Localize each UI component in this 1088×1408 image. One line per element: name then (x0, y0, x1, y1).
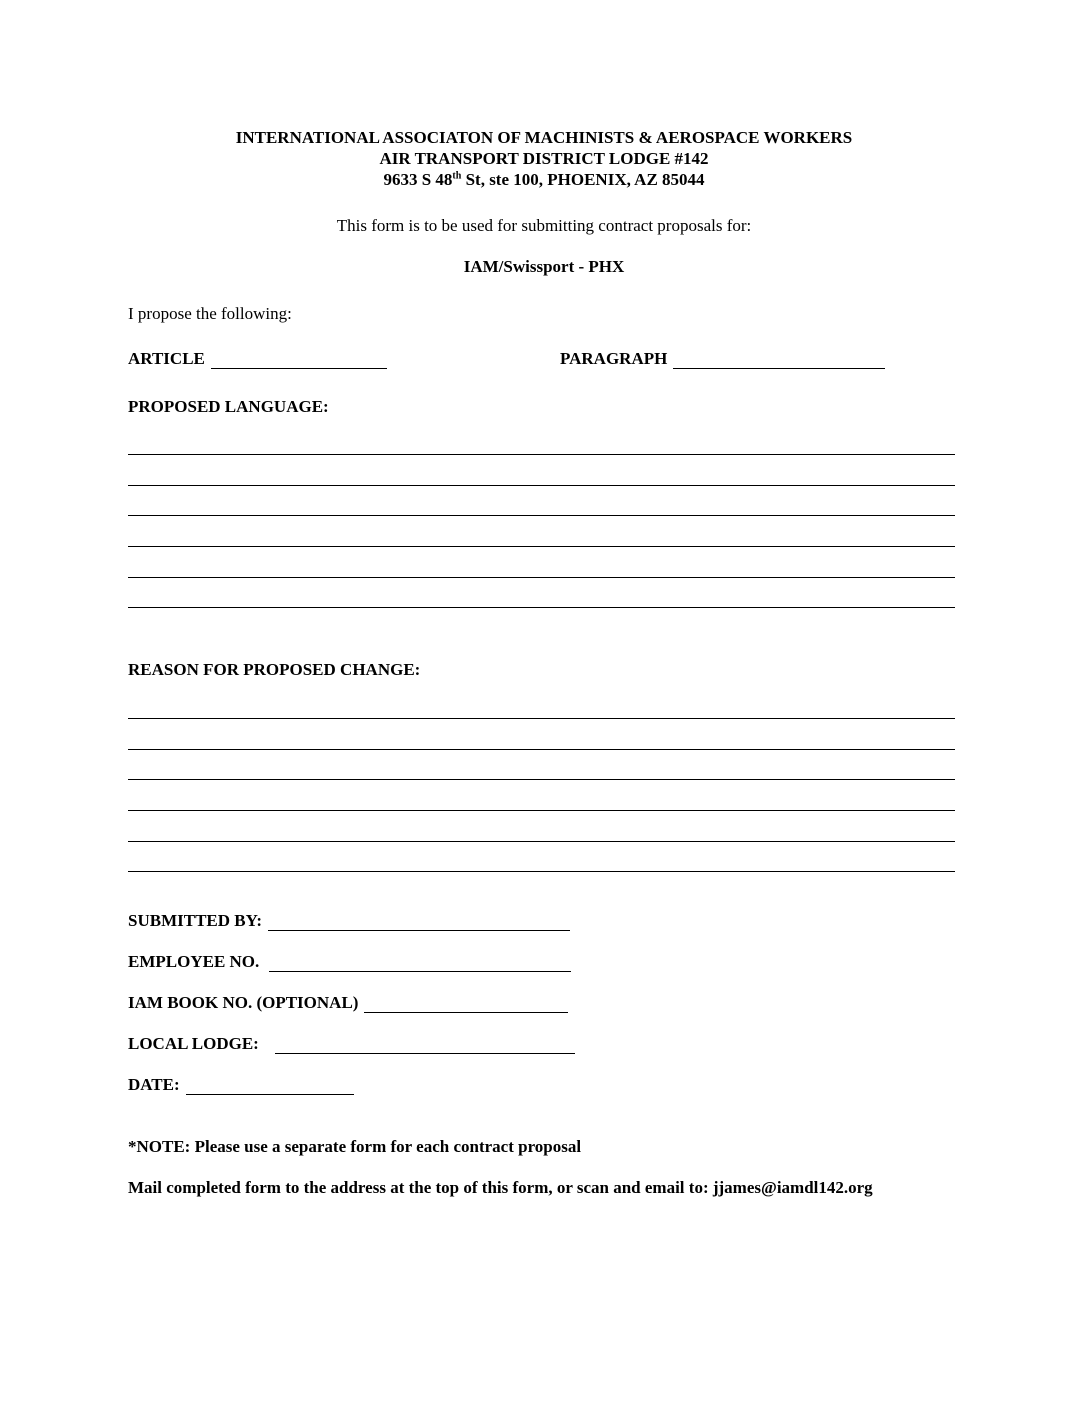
program-name: IAM/Swissport - PHX (463, 257, 625, 276)
employee-no-field[interactable] (269, 953, 571, 972)
address-street: 9633 S 48 (383, 170, 453, 189)
proposed-language-line[interactable] (128, 515, 955, 516)
proposed-language-line[interactable] (128, 454, 955, 455)
proposed-language-line[interactable] (128, 485, 955, 486)
date-row (128, 1075, 354, 1095)
proposed-language-heading: PROPOSED LANGUAGE: (128, 397, 329, 416)
iam-book-no-row (128, 993, 568, 1013)
submitted-by-label: SUBMITTED BY: (128, 911, 262, 930)
local-lodge-row (128, 1034, 575, 1054)
iam-book-no-field[interactable] (364, 994, 568, 1013)
reason-line[interactable] (128, 841, 955, 842)
employee-no-label: EMPLOYEE NO. (128, 952, 260, 971)
address-ordinal: th (452, 170, 462, 182)
article-row (128, 349, 387, 369)
submitted-by-field[interactable] (268, 912, 570, 931)
submitted-by-row (128, 911, 570, 931)
employee-no-row (128, 952, 571, 972)
proposed-language-line[interactable] (128, 546, 955, 547)
proposed-language-line[interactable] (128, 607, 955, 608)
org-name: INTERNATIONAL ASSOCIATON OF MACHINISTS & AEROSPACE WORKERS (235, 128, 853, 147)
article-label: ARTICLE (128, 349, 205, 368)
paragraph-field[interactable] (673, 350, 885, 369)
address-city: St, ste 100, PHOENIX, AZ 85044 (461, 170, 705, 189)
reason-line[interactable] (128, 779, 955, 780)
paragraph-row (560, 349, 885, 369)
iam-book-no-label: IAM BOOK NO. (OPTIONAL) (128, 993, 359, 1012)
proposed-language-line[interactable] (128, 577, 955, 578)
propose-label: I propose the following: (128, 304, 292, 323)
lodge-name: AIR TRANSPORT DISTRICT LODGE #142 (379, 149, 709, 168)
article-field[interactable] (211, 350, 387, 369)
date-label: DATE: (128, 1075, 180, 1094)
lodge-address (0, 169, 1088, 190)
reason-line[interactable] (128, 749, 955, 750)
date-field[interactable] (186, 1076, 354, 1095)
paragraph-label: PARAGRAPH (560, 349, 668, 368)
reason-line[interactable] (128, 871, 955, 872)
local-lodge-label: LOCAL LODGE: (128, 1034, 259, 1053)
reason-line[interactable] (128, 810, 955, 811)
mail-instructions: Mail completed form to the address at the top of this form, or scan and email to: jjames@iamdl142.org (128, 1178, 873, 1197)
note-text: *NOTE: Please use a separate form for each contract proposal (128, 1137, 582, 1156)
reason-line[interactable] (128, 718, 955, 719)
intro-text: This form is to be used for submitting contract proposals for: (336, 216, 752, 235)
reason-heading: REASON FOR PROPOSED CHANGE: (128, 660, 421, 679)
form-header (0, 127, 1088, 190)
local-lodge-field[interactable] (275, 1035, 575, 1054)
